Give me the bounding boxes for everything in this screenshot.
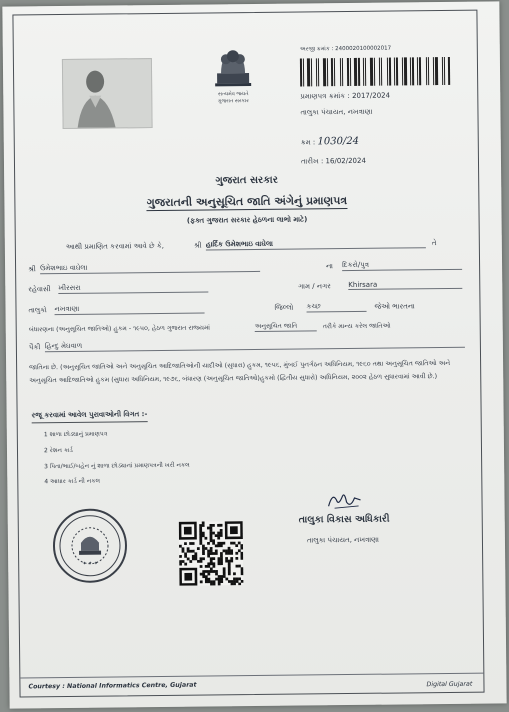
verification-qr-code[interactable] — [179, 521, 244, 586]
document-item: 4 આધાર કાર્ડ ની નકલ — [44, 477, 101, 486]
state-text: જેઓ ભારતના — [374, 302, 415, 311]
state-emblem — [209, 47, 258, 105]
certificate-number-label: પ્રમાણપત્ર ક્રમાંક : — [300, 91, 350, 101]
certificate-number-value: 2017/2024 — [352, 91, 391, 100]
certify-text: આથી પ્રમાણિત કરવામાં આવે છે કે, — [65, 241, 164, 251]
certificate-page — [2, 1, 506, 708]
category-value: અનુસૂચિત જાતિ — [255, 322, 317, 332]
document-item: 3 પિતા/ભાઈ/બહેન નું શાળા છોડ્યાનાં પ્રમાણપત્રની ખરી નકલ — [44, 461, 190, 471]
document-item: 1 શાળા છોડ્યાનું પ્રમાણપત્ર — [43, 430, 108, 439]
applicant-photo — [62, 58, 153, 129]
barcode — [300, 57, 470, 87]
district-label: જિલ્લો — [274, 303, 294, 312]
taluka-value: નખત્રાણા — [54, 304, 204, 316]
village-gujarati: ખીરસરા — [58, 282, 208, 294]
official-seal — [51, 506, 130, 585]
certificate-number — [300, 92, 390, 102]
taluka-label: તાલુકો — [28, 306, 47, 315]
applicant-prefix: શ્રી — [193, 241, 202, 250]
applicant-suffix: તે — [431, 239, 437, 248]
documents-heading: રજૂ કરવામાં આવેલ પુરાવાઓની વિગત :- — [32, 410, 148, 423]
signatory-designation: તાલુકા વિકાસ અધિકારી — [298, 513, 390, 526]
outward-number-label: ક્રમ : — [300, 138, 316, 147]
caste-prefix: પૈકી — [28, 343, 41, 352]
village-english: Khirsara — [348, 280, 462, 290]
resident-label: રહેવાસી — [28, 285, 51, 294]
application-number — [300, 46, 391, 54]
father-prefix: શ્રી — [28, 265, 36, 274]
applicant-name: હાર્દિક ઉમેશભાઇ વાઘેલા — [206, 238, 426, 250]
signatory-office: તાલુકા પંચાયત, નખત્રાણા — [306, 535, 380, 545]
outward-number — [301, 136, 359, 148]
application-number-label: અરજી ક્રમાંક : — [299, 46, 334, 53]
footer-divider — [20, 673, 483, 679]
digital-gujarat-brand: Digital Gujarat — [426, 680, 473, 689]
father-name: ઉમેશભાઇ વાઘેલા — [40, 262, 260, 274]
courtesy-text: Courtesy : National Informatics Centre, Gujarat — [28, 681, 197, 691]
district-value: કચ્છ — [306, 302, 366, 313]
document-item: 2 રેશન કાર્ડ — [43, 446, 73, 455]
declared-text: તરીકે માન્ય કરેલ જાતિઓ — [322, 322, 391, 331]
relation-value: દિકરો/પુત્ર — [342, 260, 462, 271]
legal-paragraph: જાતિના છે. (અનુસૂચિત જાતિઓ અને અનુસૂચિત આદિજાતિઓની યાદીઓ (સુધારા) હુકમ, ૧૯૫૬, મુંબઈ પુનર્ગઠન અધિનિયમ, ૧૯૬૦ તથા અનુસૂચિત જાતિઓ અને અનુસૂચિત આદિજાતિઓ હુકમ (સુધારા અધિનિયમ, ૧૯૭૬, બંધારણ (અનુસૂચિત જાતિઓ)હુકમો (દ્વિતીય સુધારો) અધિનિયમ, ૨૦૦૨ હેઠળ સુધારવામાં આવી છે.) — [29, 358, 451, 385]
application-number-value: 2400020100002017 — [335, 45, 392, 53]
relation-label: ના — [326, 262, 334, 271]
certificate-note: (ફક્ત ગુજરાત સરકાર હેઠળના લાભો માટે) — [186, 215, 308, 225]
certificate-title-text: ગુજરાતની અનુસૂચિત જાતિ અંગેનું પ્રમાણપત્ર — [146, 194, 348, 210]
issuing-office: તાલુકા પંચાયત, નખત્રાણા — [300, 107, 373, 117]
government-title: ગુજરાત સરકાર — [215, 174, 278, 187]
emblem-caption-1: સત્યમેવ જયતે — [217, 91, 249, 98]
village-label: ગામ / નગર — [298, 282, 331, 291]
outward-number-value: 1030/24 — [317, 135, 360, 148]
svg-text:✦ ✦ ✦: ✦ ✦ ✦ — [82, 560, 99, 567]
certificate-title — [15, 193, 478, 212]
constitution-text: બંધારણના (અનુસૂચિત જાતિઓ) હુકમ - ૧૯૫૦, હેઠળ ગુજરાત રાજ્યમાં — [28, 324, 211, 334]
issue-date — [301, 157, 366, 167]
certificate-border — [12, 10, 484, 698]
caste-value: હિન્દુ મેઘવાળ — [45, 338, 465, 352]
signature-mark — [324, 488, 364, 512]
emblem-caption-2: ગુજરાત સરકાર — [217, 98, 249, 105]
issue-date-value: 16/02/2024 — [325, 156, 366, 166]
issue-date-label: તારીખ : — [300, 157, 324, 166]
